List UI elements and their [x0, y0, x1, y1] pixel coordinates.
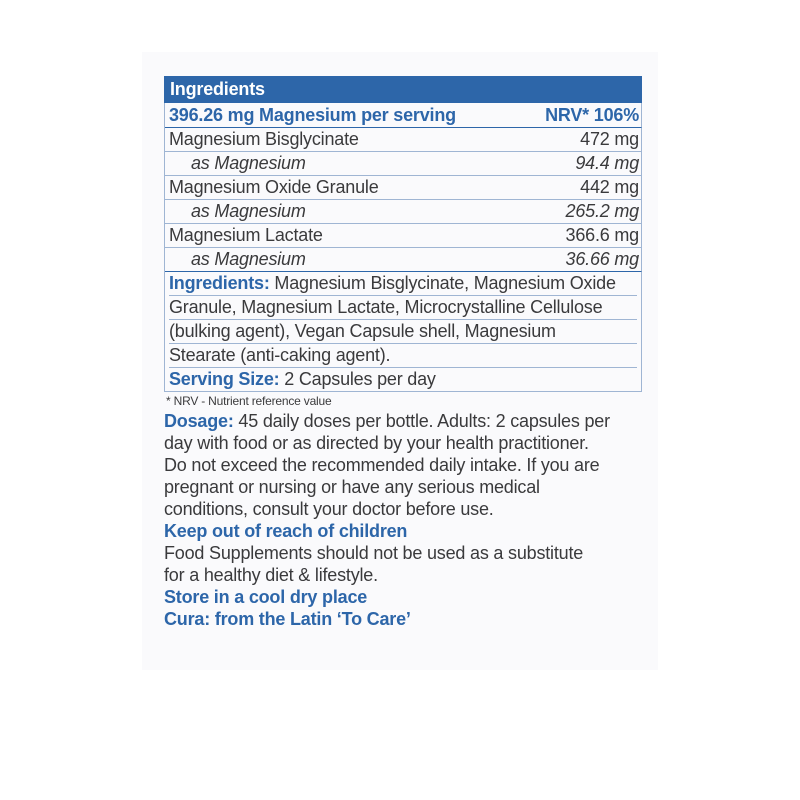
ingredients-line: Stearate (anti-caking agent). — [169, 344, 637, 368]
ingredients-label: Ingredients: — [169, 273, 270, 293]
ingredient-amount: 366.6 mg — [565, 225, 639, 245]
dosage-line: conditions, consult your doctor before use. — [164, 499, 494, 519]
supplement-label — [164, 76, 642, 630]
dosage-line: Do not exceed the recommended daily intake. If you are — [164, 455, 600, 475]
table-row-sub — [165, 200, 642, 224]
dosage-label: Dosage: — [164, 411, 234, 431]
ingredient-amount: 472 mg — [580, 129, 639, 149]
food-note-line: Food Supplements should not be used as a substitute — [164, 543, 584, 563]
dosage-paragraph — [164, 410, 642, 520]
food-note — [164, 542, 642, 586]
sub-amount: 265.2 mg — [565, 201, 639, 221]
sub-name: as Magnesium — [191, 201, 306, 221]
ingredient-name: Magnesium Oxide Granule — [169, 177, 379, 197]
table-row — [165, 224, 642, 248]
ingredients-text-line: Magnesium Bisglycinate, Magnesium Oxide — [269, 273, 616, 293]
sub-amount: 94.4 mg — [575, 153, 639, 173]
ingredient-name: Magnesium Bisglycinate — [169, 129, 359, 149]
ingredients-line: Granule, Magnesium Lactate, Microcrystalline Cellulose — [169, 296, 637, 320]
total-row — [165, 103, 642, 128]
ingredients-line — [169, 272, 637, 296]
serving-value: 2 Capsules per day — [279, 369, 436, 389]
table-row — [165, 176, 642, 200]
ingredients-text — [165, 272, 642, 368]
tagline-heading: Cura: from the Latin ‘To Care’ — [164, 609, 411, 629]
ingredients-line: (bulking agent), Vegan Capsule shell, Magnesium — [169, 320, 637, 344]
nrv-value: NRV* 106% — [545, 105, 639, 125]
serving-size — [165, 368, 642, 392]
serving-label: Serving Size: — [169, 369, 280, 389]
nrv-footnote: * NRV - Nutrient reference value — [166, 394, 332, 408]
table-row — [165, 128, 642, 152]
table-row-sub — [165, 152, 642, 176]
dosage-line: pregnant or nursing or have any serious medical — [164, 477, 540, 497]
total-label: 396.26 mg Magnesium per serving — [169, 105, 456, 125]
warning-heading: Keep out of reach of children — [164, 521, 408, 541]
sub-name: as Magnesium — [191, 153, 306, 173]
ingredients-header: Ingredients — [164, 76, 642, 103]
ingredient-name: Magnesium Lactate — [169, 225, 323, 245]
dosage-line: 45 daily doses per bottle. Adults: 2 capsules per — [233, 411, 610, 431]
ingredient-amount: 442 mg — [580, 177, 639, 197]
sub-amount: 36.66 mg — [565, 249, 639, 269]
sub-name: as Magnesium — [191, 249, 306, 269]
table-row-sub — [165, 248, 642, 272]
nutrition-table — [164, 103, 642, 392]
dosage-line: day with food or as directed by your health practitioner. — [164, 433, 589, 453]
storage-heading: Store in a cool dry place — [164, 587, 368, 607]
food-note-line: for a healthy diet & lifestyle. — [164, 565, 378, 585]
